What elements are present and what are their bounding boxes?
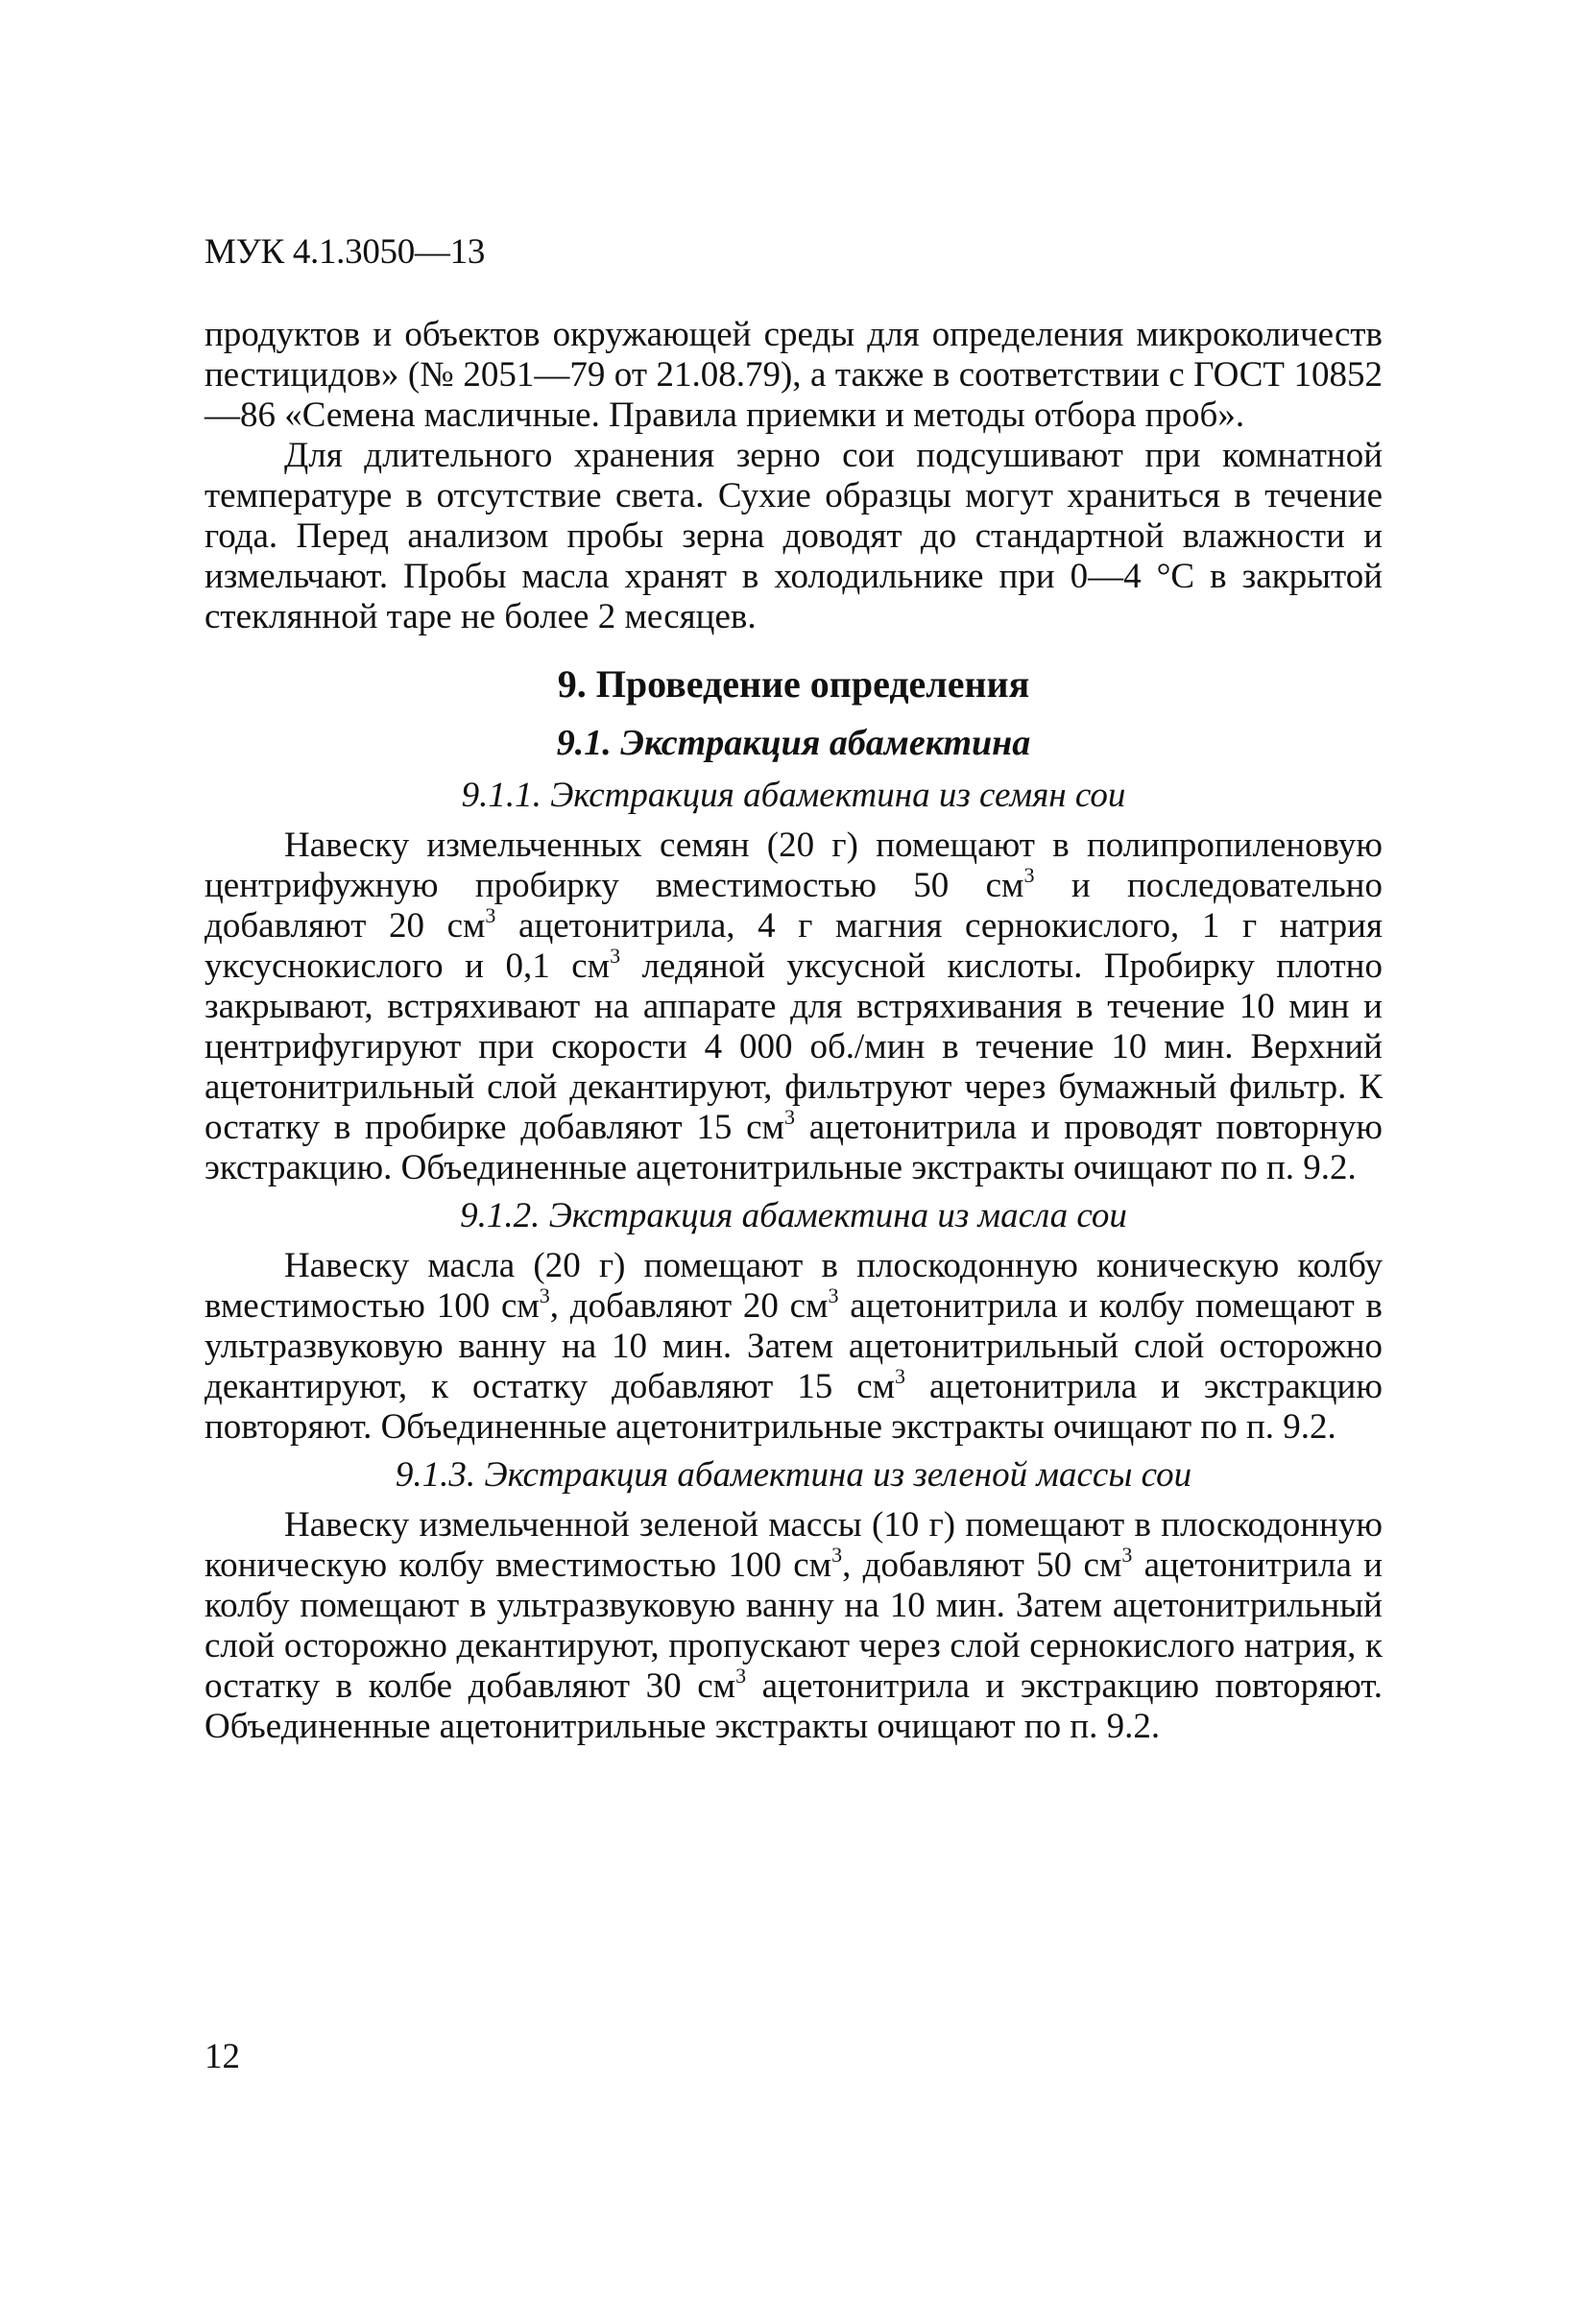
storage-paragraph: Для длительного хранения зерно сои подсушивают при комнатной температуре в отсутствие света. Сухие образцы могут храниться в течение года. Перед анализом пробы зерна доводят до стандартной влажности и измельчают. Пробы масла хранят в холодильнике при 0—4 °С в закрытой стеклянной таре не более 2 месяцев.: [205, 436, 1383, 636]
document-code-header: МУК 4.1.3050—13: [205, 232, 486, 272]
text-run: ацетонитрила и экстракцию повторяют. Объединенные ацетонитрильные экстракты очищают по п. 9.2.: [205, 1367, 1383, 1447]
superscript-3: 3: [895, 1364, 906, 1388]
superscript-3: 3: [485, 903, 496, 927]
text-run: ацетонитрила и колбу помещают в ультразвуковую ванну на 10 мин. Затем ацетонитрильный слой осторожно декантируют, к остатку добавляют 15 см: [205, 1286, 1383, 1406]
text-run: , добавляют 50 см: [842, 1545, 1122, 1585]
superscript-3: 3: [539, 1283, 550, 1307]
section-9-heading: 9. Проведение определения: [557, 662, 1030, 706]
section-9-1-heading: 9.1. Экстракция абамектина: [556, 723, 1031, 763]
superscript-3: 3: [783, 1105, 795, 1129]
text-run: Навеску измельченной зеленой массы (10 г) помещают в плоскодонную коническую колбу вместимостью 100 см: [205, 1505, 1383, 1585]
section-9-1-1-paragraph: [205, 826, 1383, 1188]
text-run: , добавляют 20 см: [549, 1286, 829, 1326]
page-number: 12: [205, 2037, 240, 2076]
text-run: Навеску масла (20 г) помещают в плоскодонную коническую колбу вместимостью 100 см: [205, 1246, 1383, 1326]
section-9-1-3-paragraph: [205, 1505, 1383, 1747]
intro-continuation-paragraph: продуктов и объектов окружающей среды для определения микроколичеств пестицидов» (№ 2051—79 от 21.08.79), а также в соответствии с ГОСТ 10852—86 «Семена масличные. Правила приемки и методы отбора проб».: [205, 315, 1383, 435]
section-9-1-3-heading: 9.1.3. Экстракция абамектина из зеленой массы сои: [395, 1455, 1192, 1495]
text-run: ледяной уксусной кислоты. Пробирку плотно закрывают, встряхивают на аппарате для встряхивания в течение 10 мин и центрифугируют при скорости 4 000 об./мин в течение 10 мин. Верхний ацетонитрильный слой декантируют, фильтруют через бумажный фильтр. К остатку в пробирке добавляют 15 см: [205, 946, 1383, 1147]
text-run: ацетонитрила и колбу помещают в ультразвуковую ванну на 10 мин. Затем ацетонитрильный слой осторожно декантируют, пропускают через слой сернокислого натрия, к остатку в колбе добавляют 30 см: [205, 1545, 1383, 1706]
text-run: ацетонитрила, 4 г магния сернокислого, 1 г натрия уксуснокислого и 0,1 см: [205, 906, 1383, 986]
page-body: [205, 315, 1383, 1747]
superscript-3: 3: [831, 1543, 843, 1567]
text-run: ацетонитрила и экстракцию повторяют. Объединенные ацетонитрильные экстракты очищают по п. 9.2.: [205, 1666, 1383, 1746]
section-9-1-1-heading: 9.1.1. Экстракция абамектина из семян сои: [461, 776, 1126, 815]
superscript-3: 3: [610, 944, 621, 968]
text-run: и последовательно добавляют 20 см: [205, 866, 1383, 946]
text-run: ацетонитрила и проводят повторную экстракцию. Объединенные ацетонитрильные экстракты очищают по п. 9.2.: [205, 1108, 1383, 1187]
text-run: Навеску измельченных семян (20 г) помещают в полипропиленовую центрифужную пробирку вместимостью 50 см: [205, 826, 1383, 905]
superscript-3: 3: [1121, 1543, 1133, 1567]
superscript-3: 3: [828, 1283, 839, 1307]
section-9-1-2-paragraph: [205, 1246, 1383, 1448]
section-9-1-2-heading: 9.1.2. Экстракция абамектина из масла сои: [460, 1196, 1127, 1235]
superscript-3: 3: [1023, 863, 1035, 887]
superscript-3: 3: [735, 1664, 747, 1688]
